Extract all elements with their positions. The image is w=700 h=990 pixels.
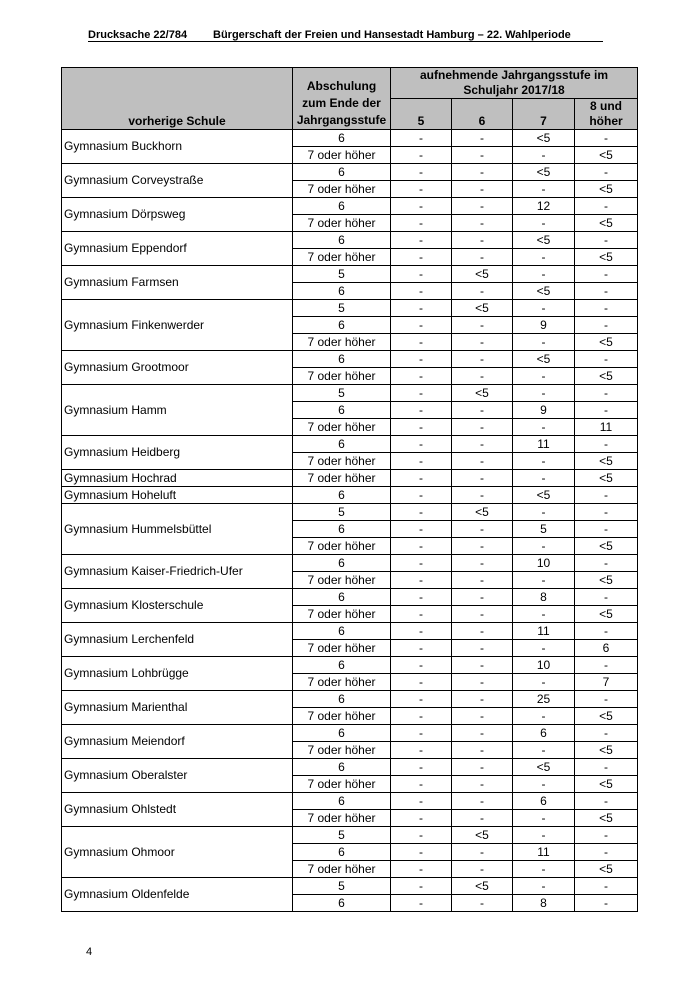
count-cell: - [391,334,452,351]
count-cell: - [452,232,513,249]
count-cell: - [575,317,638,334]
school-name: Gymnasium Lohbrügge [62,657,293,691]
count-cell: <5 [575,215,638,232]
leaving-grade-cell: 6 [293,623,391,640]
count-cell: - [575,691,638,708]
count-cell: - [391,606,452,623]
header-rule [88,41,603,42]
leaving-grade-cell: 6 [293,402,391,419]
page-number: 4 [86,946,93,958]
count-cell: 6 [513,793,575,810]
count-cell: <5 [575,572,638,589]
count-cell: - [452,181,513,198]
count-cell: - [391,708,452,725]
header-col-8-plus: 8 und höher [575,99,638,130]
count-cell: - [575,878,638,895]
school-name: Gymnasium Hummelsbüttel [62,504,293,555]
count-cell: - [452,215,513,232]
count-cell: - [391,266,452,283]
count-cell: 9 [513,402,575,419]
document-number: Drucksache 22/784 [88,29,188,41]
leaving-grade-cell: 7 oder höher [293,419,391,436]
leaving-grade-cell: 6 [293,164,391,181]
count-cell: - [513,453,575,470]
count-cell: - [575,130,638,147]
count-cell: - [513,810,575,827]
count-cell: - [452,793,513,810]
count-cell: - [391,861,452,878]
count-cell: - [391,742,452,759]
count-cell: - [452,283,513,300]
leaving-grade-cell: 7 oder höher [293,453,391,470]
leaving-grade-cell: 7 oder höher [293,249,391,266]
count-cell: - [513,249,575,266]
leaving-grade-cell: 7 oder höher [293,776,391,793]
leaving-grade-cell: 6 [293,555,391,572]
count-cell: 8 [513,589,575,606]
count-cell: - [391,793,452,810]
count-cell: - [575,402,638,419]
table-row [62,198,638,215]
count-cell: - [391,759,452,776]
count-cell: - [575,351,638,368]
count-cell: <5 [575,453,638,470]
count-cell: - [452,198,513,215]
leaving-grade-cell: 6 [293,351,391,368]
leaving-grade-cell: 7 oder höher [293,640,391,657]
count-cell: <5 [452,878,513,895]
school-name: Gymnasium Oldenfelde [62,878,293,912]
count-cell: <5 [575,334,638,351]
leaving-grade-cell: 6 [293,198,391,215]
count-cell: - [452,776,513,793]
count-cell: - [513,334,575,351]
table-row [62,164,638,181]
school-name: Gymnasium Heidberg [62,436,293,470]
leaving-grade-cell: 6 [293,436,391,453]
count-cell: - [452,436,513,453]
count-cell: - [391,878,452,895]
count-cell: - [452,419,513,436]
count-cell: <5 [575,776,638,793]
leaving-grade-cell: 7 oder höher [293,810,391,827]
leaving-grade-cell: 7 oder höher [293,181,391,198]
school-name: Gymnasium Buckhorn [62,130,293,164]
count-cell: - [513,385,575,402]
count-cell: 25 [513,691,575,708]
table-row [62,827,638,844]
leaving-grade-cell: 6 [293,232,391,249]
count-cell: - [391,844,452,861]
transfer-table [61,67,638,912]
count-cell: - [513,827,575,844]
count-cell: <5 [575,742,638,759]
count-cell: - [575,232,638,249]
count-cell: - [513,368,575,385]
table-row [62,555,638,572]
leaving-grade-cell: 7 oder höher [293,742,391,759]
count-cell: - [452,640,513,657]
leaving-grade-cell: 6 [293,130,391,147]
count-cell: - [391,810,452,827]
table-row [62,300,638,317]
count-cell: - [391,640,452,657]
count-cell: - [452,538,513,555]
count-cell: - [391,657,452,674]
leaving-grade-cell: 7 oder höher [293,215,391,232]
count-cell: - [391,419,452,436]
header-col-7: 7 [513,99,575,130]
count-cell: - [391,283,452,300]
leaving-grade-cell: 6 [293,657,391,674]
school-name: Gymnasium Oberalster [62,759,293,793]
count-cell: - [452,895,513,912]
count-cell: - [575,283,638,300]
count-cell: <5 [513,351,575,368]
table-row [62,266,638,283]
count-cell: - [391,385,452,402]
count-cell: - [391,249,452,266]
count-cell: - [452,606,513,623]
count-cell: - [452,470,513,487]
count-cell: - [452,317,513,334]
count-cell: - [452,861,513,878]
count-cell: <5 [575,538,638,555]
count-cell: - [575,589,638,606]
count-cell: 10 [513,657,575,674]
count-cell: <5 [452,300,513,317]
count-cell: - [452,589,513,606]
count-cell: - [391,572,452,589]
school-name: Gymnasium Grootmoor [62,351,293,385]
page-header [88,29,608,47]
count-cell: - [452,657,513,674]
count-cell: 12 [513,198,575,215]
school-name: Gymnasium Finkenwerder [62,300,293,351]
table-row [62,130,638,147]
leaving-grade-cell: 6 [293,317,391,334]
count-cell: - [391,436,452,453]
count-cell: - [575,895,638,912]
count-cell: <5 [452,385,513,402]
count-cell: - [452,130,513,147]
school-name: Gymnasium Corveystraße [62,164,293,198]
leaving-grade-cell: 6 [293,691,391,708]
leaving-grade-cell: 7 oder höher [293,674,391,691]
count-cell: 5 [513,521,575,538]
leaving-grade-cell: 5 [293,827,391,844]
leaving-grade-cell: 5 [293,878,391,895]
count-cell: - [391,232,452,249]
leaving-grade-cell: 7 oder höher [293,147,391,164]
count-cell: - [452,351,513,368]
school-name: Gymnasium Ohlstedt [62,793,293,827]
count-cell: - [391,776,452,793]
school-name: Gymnasium Farmsen [62,266,293,300]
count-cell: - [391,691,452,708]
table-row [62,470,638,487]
count-cell: - [452,844,513,861]
school-name: Gymnasium Marienthal [62,691,293,725]
count-cell: - [575,504,638,521]
leaving-grade-cell: 7 oder höher [293,861,391,878]
table-row [62,351,638,368]
leaving-grade-cell: 6 [293,844,391,861]
count-cell: - [575,487,638,504]
school-name: Gymnasium Meiendorf [62,725,293,759]
count-cell: - [391,317,452,334]
header-previous-school: vorherige Schule [62,68,293,130]
count-cell: <5 [575,861,638,878]
count-cell: - [391,674,452,691]
count-cell: <5 [513,130,575,147]
count-cell: - [452,164,513,181]
count-cell: - [452,810,513,827]
leaving-grade-cell: 6 [293,283,391,300]
count-cell: - [391,198,452,215]
leaving-grade-cell: 7 oder höher [293,606,391,623]
count-cell: <5 [513,759,575,776]
table-body [62,130,638,912]
school-name: Gymnasium Dörpsweg [62,198,293,232]
school-name: Gymnasium Lerchenfeld [62,623,293,657]
table-row [62,878,638,895]
count-cell: - [391,827,452,844]
school-name: Gymnasium Eppendorf [62,232,293,266]
count-cell: 9 [513,317,575,334]
leaving-grade-cell: 7 oder höher [293,572,391,589]
table-row [62,232,638,249]
count-cell: - [391,538,452,555]
count-cell: - [575,555,638,572]
count-cell: - [452,691,513,708]
count-cell: - [391,504,452,521]
count-cell: - [391,725,452,742]
count-cell: - [575,759,638,776]
leaving-grade-cell: 6 [293,589,391,606]
count-cell: - [452,147,513,164]
count-cell: - [452,674,513,691]
count-cell: <5 [513,164,575,181]
count-cell: - [513,266,575,283]
school-name: Gymnasium Ohmoor [62,827,293,878]
count-cell: 6 [513,725,575,742]
school-name: Gymnasium Kaiser-Friedrich-Ufer [62,555,293,589]
count-cell: - [513,300,575,317]
leaving-grade-cell: 6 [293,895,391,912]
count-cell: <5 [452,266,513,283]
count-cell: 7 [575,674,638,691]
count-cell: <5 [575,249,638,266]
count-cell: - [391,351,452,368]
leaving-grade-cell: 6 [293,759,391,776]
count-cell: - [513,742,575,759]
school-name: Gymnasium Hoheluft [62,487,293,504]
count-cell: - [452,521,513,538]
leaving-grade-cell: 5 [293,504,391,521]
count-cell: - [513,640,575,657]
leaving-grade-cell: 7 oder höher [293,708,391,725]
count-cell: - [513,776,575,793]
count-cell: - [391,215,452,232]
count-cell: - [391,521,452,538]
count-cell: - [391,147,452,164]
count-cell: - [575,300,638,317]
count-cell: <5 [575,708,638,725]
count-cell: - [452,742,513,759]
count-cell: - [513,878,575,895]
count-cell: - [452,708,513,725]
school-name: Gymnasium Klosterschule [62,589,293,623]
count-cell: - [575,725,638,742]
leaving-grade-cell: 7 oder höher [293,334,391,351]
count-cell: - [513,181,575,198]
leaving-grade-cell: 7 oder höher [293,368,391,385]
leaving-grade-cell: 5 [293,300,391,317]
count-cell: - [391,555,452,572]
count-cell: - [513,708,575,725]
count-cell: - [452,334,513,351]
count-cell: - [575,164,638,181]
count-cell: 6 [575,640,638,657]
count-cell: - [575,385,638,402]
count-cell: 10 [513,555,575,572]
count-cell: - [452,402,513,419]
header-leaving-grade: Abschulung zum Ende der Jahrgangsstufe [293,68,391,130]
count-cell: - [391,368,452,385]
count-cell: - [452,453,513,470]
count-cell: <5 [575,810,638,827]
leaving-grade-cell: 6 [293,793,391,810]
count-cell: - [513,538,575,555]
leaving-grade-cell: 6 [293,725,391,742]
count-cell: 11 [513,844,575,861]
leaving-grade-cell: 7 oder höher [293,538,391,555]
table-row [62,759,638,776]
table-row [62,487,638,504]
count-cell: - [513,572,575,589]
count-cell: - [575,436,638,453]
count-cell: - [575,521,638,538]
header-receiving-grade: aufnehmende Jahrgangsstufe im Schuljahr 2017/18 [391,68,638,99]
table-row [62,691,638,708]
count-cell: - [452,623,513,640]
school-name: Gymnasium Hamm [62,385,293,436]
count-cell: <5 [513,283,575,300]
count-cell: - [575,266,638,283]
count-cell: - [391,181,452,198]
count-cell: - [513,419,575,436]
table-row [62,793,638,810]
count-cell: - [391,487,452,504]
count-cell: - [452,487,513,504]
header-col-5: 5 [391,99,452,130]
count-cell: - [391,402,452,419]
count-cell: - [391,589,452,606]
count-cell: - [391,470,452,487]
count-cell: <5 [575,368,638,385]
count-cell: - [391,130,452,147]
table-row [62,436,638,453]
count-cell: - [575,827,638,844]
count-cell: <5 [575,147,638,164]
count-cell: - [513,470,575,487]
leaving-grade-cell: 5 [293,385,391,402]
leaving-grade-cell: 5 [293,266,391,283]
institution-title: Bürgerschaft der Freien und Hansestadt Hamburg – 22. Wahlperiode [213,29,571,41]
count-cell: - [513,674,575,691]
header-col-6: 6 [452,99,513,130]
count-cell: - [513,861,575,878]
table-row [62,623,638,640]
count-cell: <5 [452,504,513,521]
table-row [62,504,638,521]
table-row [62,385,638,402]
leaving-grade-cell: 7 oder höher [293,470,391,487]
count-cell: - [513,504,575,521]
count-cell: - [391,164,452,181]
table-row [62,657,638,674]
count-cell: - [452,368,513,385]
count-cell: - [391,453,452,470]
count-cell: - [513,215,575,232]
count-cell: - [391,895,452,912]
count-cell: - [452,759,513,776]
count-cell: <5 [575,181,638,198]
count-cell: <5 [575,606,638,623]
count-cell: - [452,725,513,742]
count-cell: - [575,793,638,810]
count-cell: 11 [575,419,638,436]
count-cell: <5 [513,487,575,504]
count-cell: - [452,249,513,266]
count-cell: - [452,555,513,572]
count-cell: 11 [513,436,575,453]
school-name: Gymnasium Hochrad [62,470,293,487]
count-cell: - [575,844,638,861]
leaving-grade-cell: 6 [293,487,391,504]
count-cell: - [575,657,638,674]
leaving-grade-cell: 6 [293,521,391,538]
count-cell: 8 [513,895,575,912]
table-row [62,725,638,742]
count-cell: - [452,572,513,589]
count-cell: <5 [575,470,638,487]
count-cell: <5 [513,232,575,249]
count-cell: - [391,300,452,317]
count-cell: - [391,623,452,640]
count-cell: - [575,198,638,215]
count-cell: 11 [513,623,575,640]
count-cell: - [513,147,575,164]
count-cell: - [513,606,575,623]
count-cell: <5 [452,827,513,844]
table-row [62,589,638,606]
count-cell: - [575,623,638,640]
